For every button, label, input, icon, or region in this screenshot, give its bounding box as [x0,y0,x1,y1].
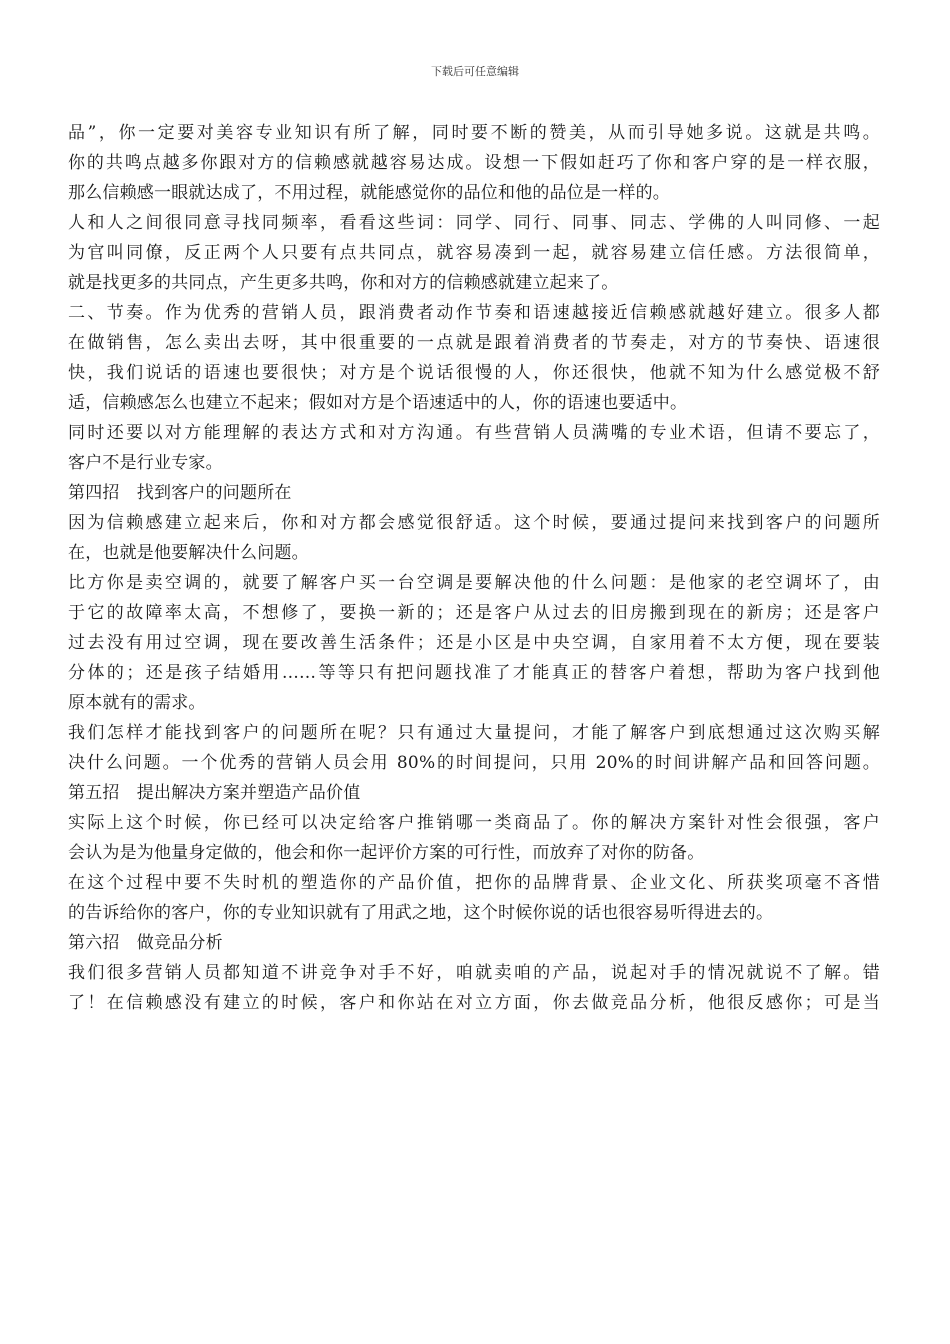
text-line: 人和人之间很同意寻找同频率，看看这些词：同学、同行、同事、同志、学佛的人叫同修、一起 [68,213,880,233]
section-heading: 第四招 找到客户的问题所在 [68,483,292,503]
paragraph-last-line: 就是找更多的共同点，产生更多共鸣，你和对方的信赖感就建立起来了。 [68,273,619,293]
document-body [68,118,880,1018]
text-line: 为官叫同僚，反正两个人只要有点共同点，就容易凑到一起，就容易建立信任感。方法很简单， [68,243,880,263]
paragraph-last-line: 那么信赖感一眼就达成了，不用过程，就能感觉你的品位和他的品位是一样的。 [68,183,670,203]
paragraph-last-line: 原本就有的需求。 [68,693,206,713]
text-line: 因为信赖感建立起来后，你和对方都会感觉很舒适。这个时候，要通过提问来找到客户的问题所 [68,513,880,533]
text-line: 在做销售，怎么卖出去呀，其中很重要的一点就是跟着消费者的节奏走，对方的节奏快、语速很 [68,333,880,353]
text-line: 决什么问题。一个优秀的营销人员会用 80%的时间提问，只用 20%的时间讲解产品和回答问题。 [68,753,880,773]
text-line: 分体的；还是孩子结婚用……等等只有把问题找准了才能真正的替客户着想，帮助为客户找到他 [68,663,880,683]
text-line: 品”，你一定要对美容专业知识有所了解，同时要不断的赞美，从而引导她多说。这就是共鸣。 [68,123,880,143]
paragraph-last-line: 客户不是行业专家。 [68,453,223,473]
text-line: 于它的故障率太高，不想修了，要换一新的；还是客户从过去的旧房搬到现在的新房；还是客户 [68,603,880,623]
text-line: 实际上这个时候，你已经可以决定给客户推销哪一类商品了。你的解决方案针对性会很强，客户 [68,813,880,833]
text-line: 过去没有用过空调，现在要改善生活条件；还是小区是中央空调，自家用着不太方便，现在要装 [68,633,880,653]
text-line: 我们怎样才能找到客户的问题所在呢？只有通过大量提问，才能了解客户到底想通过这次购买解 [68,723,880,743]
text-line: 比方你是卖空调的，就要了解客户买一台空调是要解决他的什么问题：是他家的老空调坏了，由 [68,573,880,593]
page-header: 下载后可任意编辑 [431,65,519,78]
text-line: 同时还要以对方能理解的表达方式和对方沟通。有些营销人员满嘴的专业术语，但请不要忘了， [68,423,880,443]
paragraph-last-line: 适，信赖感怎么也建立不起来；假如对方是个语速适中的人，你的语速也要适中。 [68,393,688,413]
paragraph-last-line: 的告诉给你的客户，你的专业知识就有了用武之地，这个时候你说的话也很容易听得进去的。 [68,903,774,923]
text-line: 我们很多营销人员都知道不讲竞争对手不好，咱就卖咱的产品，说起对手的情况就说不了解。错 [68,963,880,983]
text-line: 快，我们说话的语速也要很快；对方是个说话很慢的人，你还很快，他就不知为什么感觉极不舒 [68,363,880,383]
text-line: 二、节奏。作为优秀的营销人员，跟消费者动作节奏和语速越接近信赖感就越好建立。很多人都 [68,303,880,323]
section-heading: 第六招 做竞品分析 [68,933,223,953]
text-line: 你的共鸣点越多你跟对方的信赖感就越容易达成。设想一下假如赶巧了你和客户穿的是一样衣服， [68,153,880,173]
section-heading: 第五招 提出解决方案并塑造产品价值 [68,783,361,803]
paragraph-last-line: 会认为是为他量身定做的，他会和你一起评价方案的可行性，而放弃了对你的防备。 [68,843,705,863]
text-line: 在这个过程中要不失时机的塑造你的产品价值，把你的品牌背景、企业文化、所获奖项毫不吝惜 [68,873,880,893]
text-line: 了！在信赖感没有建立的时候，客户和你站在对立方面，你去做竞品分析，他很反感你；可是当 [68,993,880,1013]
paragraph-last-line: 在，也就是他要解决什么问题。 [68,543,309,563]
